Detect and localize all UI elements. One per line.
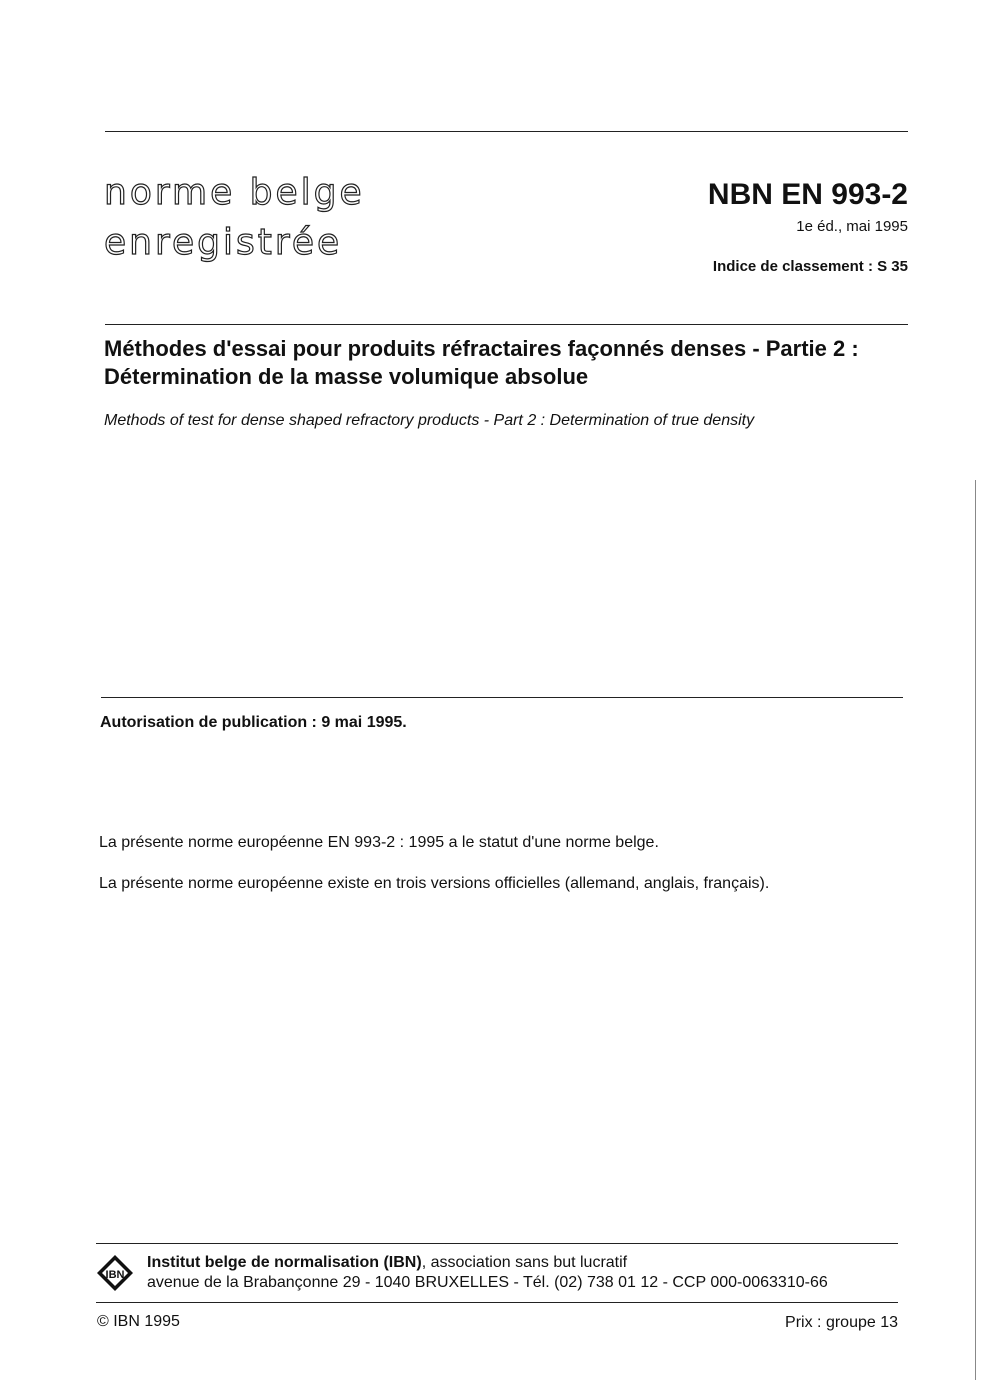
institute-address: avenue de la Brabançonne 29 - 1040 BRUXELLES - Tél. (02) 738 01 12 - CCP 000-0063310-66 [147, 1274, 828, 1291]
publication-authorisation: Autorisation de publication : 9 mai 1995. [100, 714, 407, 731]
title-rule [105, 324, 908, 325]
institute-line [147, 1253, 627, 1273]
mid-rule [101, 697, 903, 698]
ibn-logo-text: IBN [105, 1269, 125, 1281]
outline-title-line2: enregistrée [104, 222, 343, 263]
footer-bottom-rule [96, 1302, 898, 1303]
price-group: Prix : groupe 13 [785, 1314, 898, 1331]
statute-paragraph: La présente norme européenne EN 993-2 : 1995 a le statut d'une norme belge. [99, 834, 659, 851]
institute-name: Institut belge de normalisation (IBN) [147, 1254, 422, 1271]
footer-top-rule [96, 1243, 898, 1244]
copyright: © IBN 1995 [97, 1313, 180, 1330]
versions-paragraph: La présente norme européenne existe en trois versions officielles (allemand, anglais, français). [99, 875, 770, 892]
french-title: Méthodes d'essai pour produits réfractaires façonnés denses - Partie 2 : Détermination de la masse volumique absolue [104, 336, 859, 389]
classification-index: Indice de classement : S 35 [712, 258, 908, 275]
ibn-logo [96, 1254, 134, 1292]
institute-status: , association sans but lucratif [421, 1254, 628, 1271]
english-title: Methods of test for dense shaped refractory products - Part 2 : Determination of true density [104, 412, 755, 429]
edition-date: 1e éd., mai 1995 [796, 218, 908, 235]
scan-edge-line [975, 480, 976, 1380]
outline-title-line1: norme belge [104, 172, 365, 213]
standard-number: NBN EN 993-2 [707, 178, 908, 211]
top-rule [105, 131, 908, 132]
